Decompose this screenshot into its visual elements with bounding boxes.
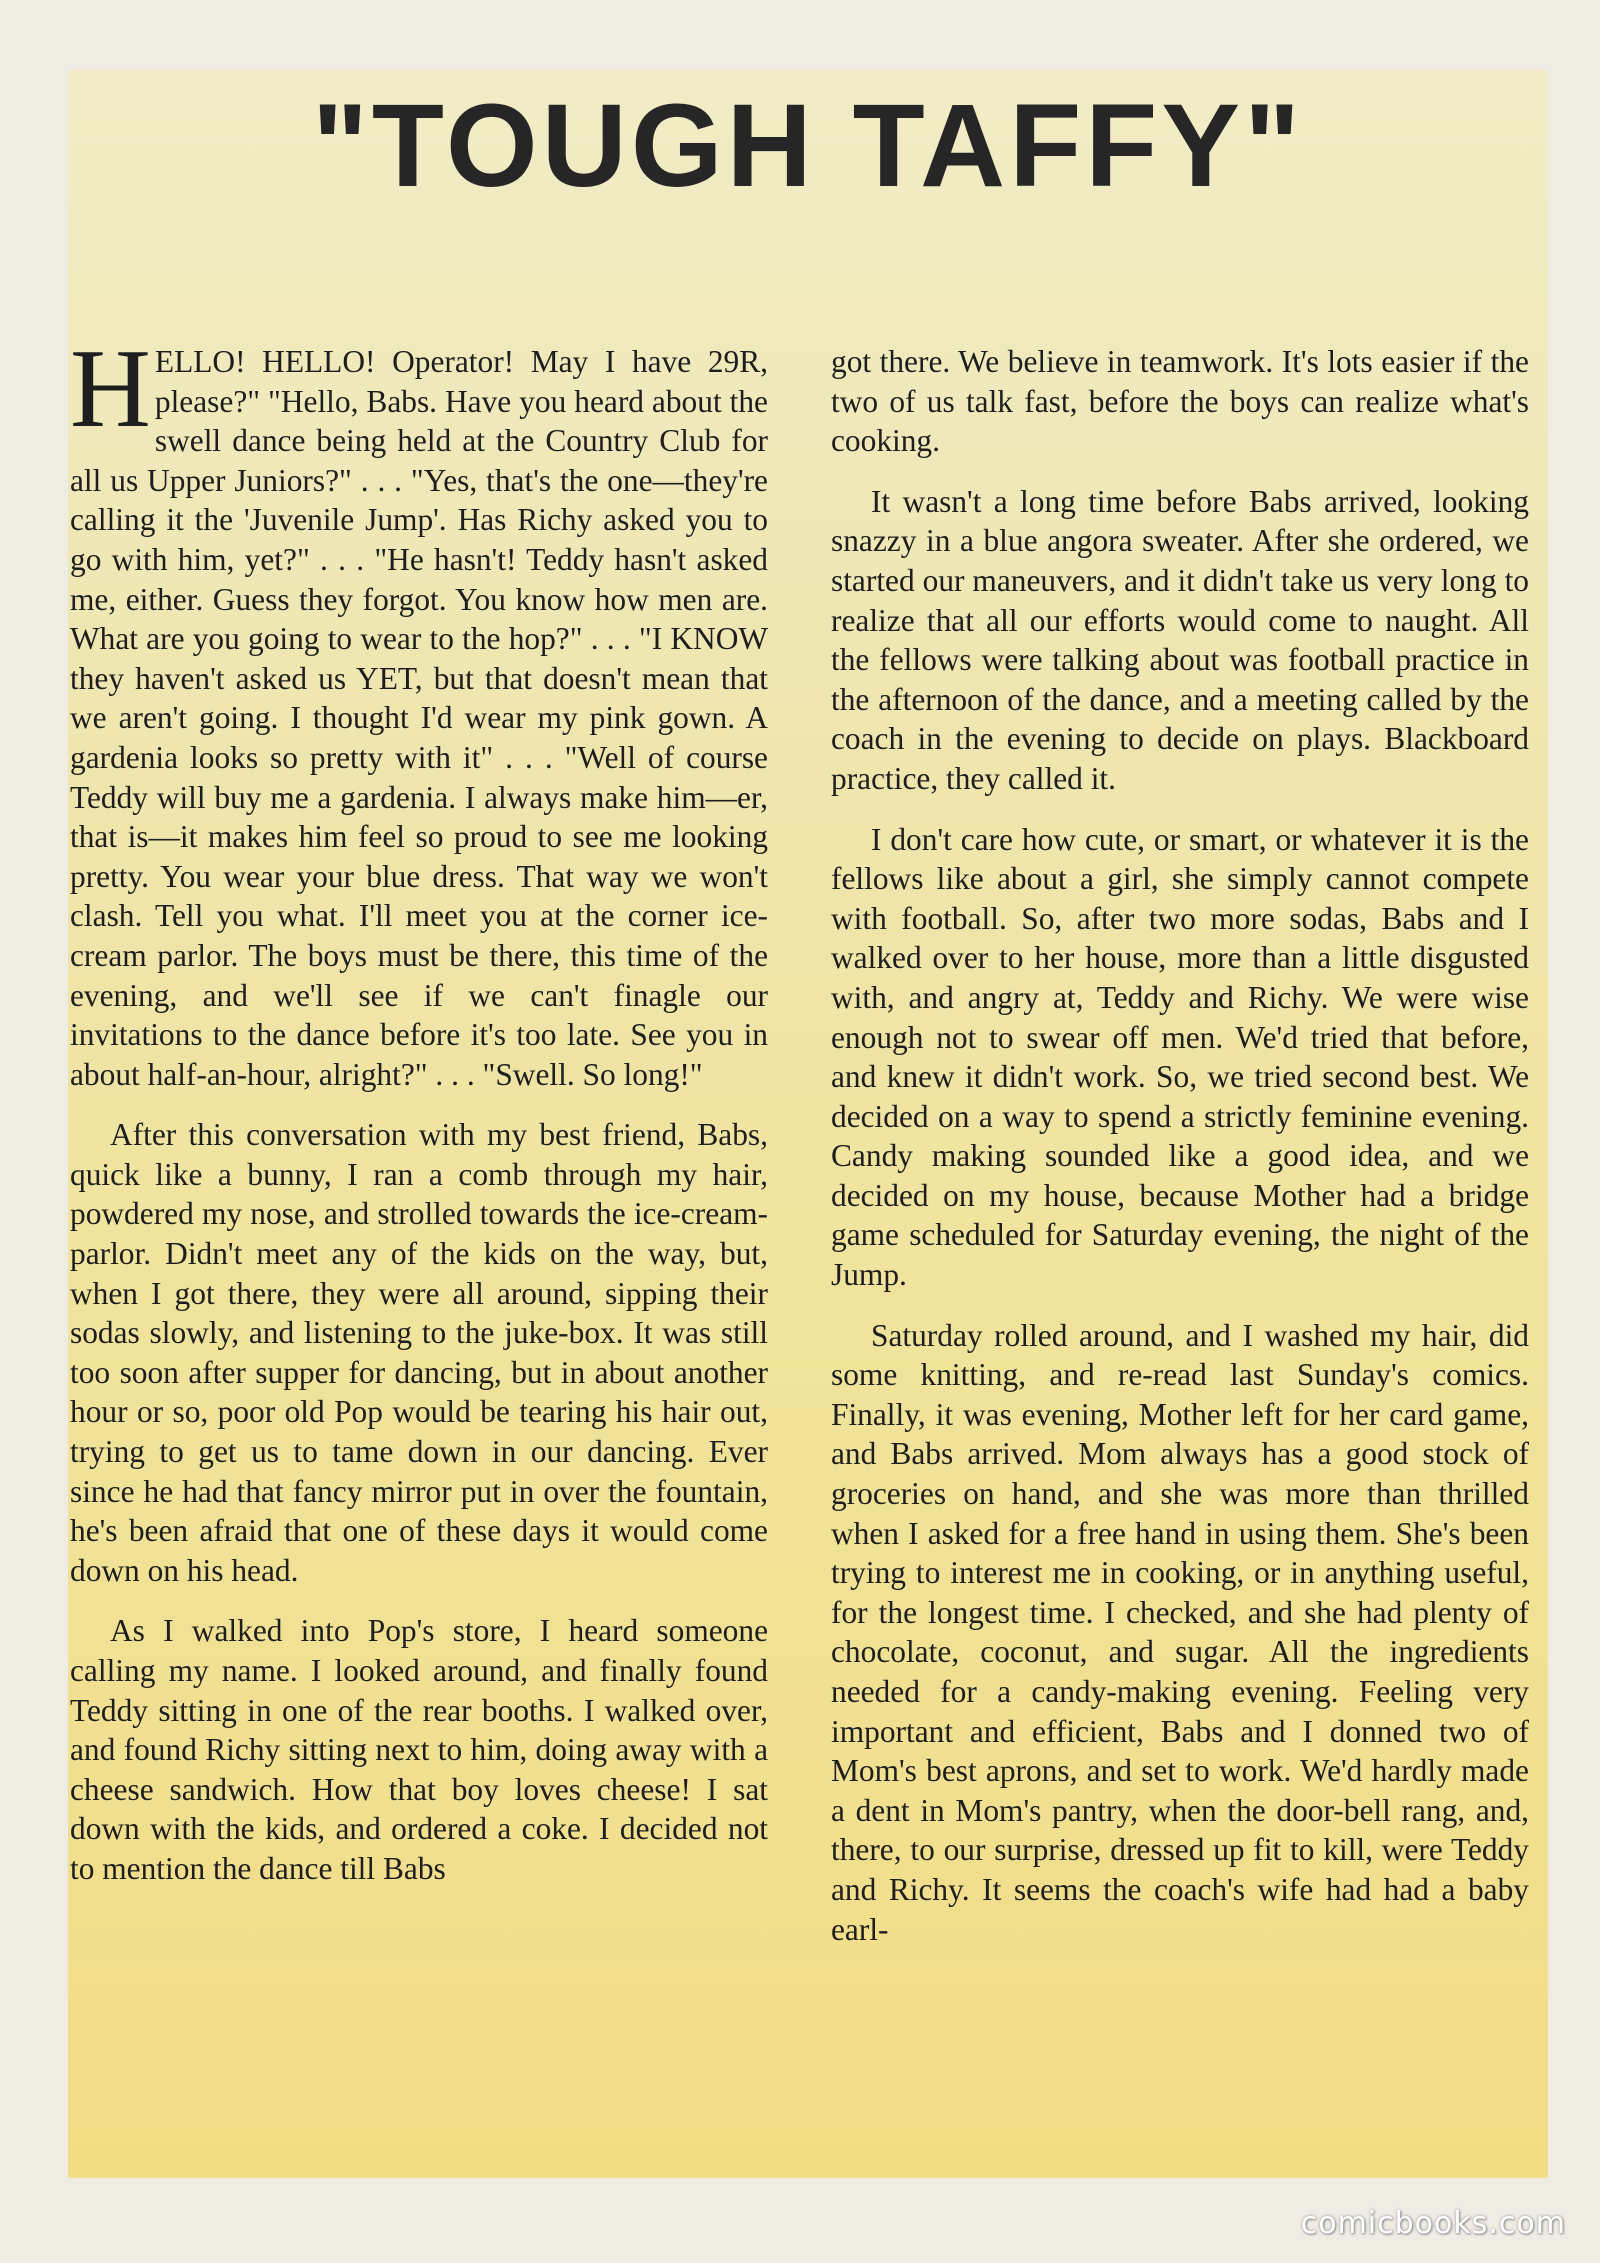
- right-column: [831, 342, 1529, 1970]
- paragraph-1-text: ELLO! HELLO! Operator! May I have 29R, please?" "Hello, Babs. Have you heard about the swell dance being held at the Country Club for all us Upper Juniors?" . . . "Yes, that's the one—they're calling it the 'Juvenile Jump'. Has Richy asked you to go with him, yet?" . . . "He hasn't! Teddy hasn't asked me, either. Guess they forgot. You know how men are. What are you going to wear to the hop?" . . . "I KNOW they haven't asked us YET, but that doesn't mean that we aren't going. I thought I'd wear my pink gown. A gardenia looks so pretty with it" . . . "Well of course Teddy will buy me a gardenia. I always make him—er, that is—it makes him feel so proud to see me looking pretty. You wear your blue dress. That way we won't clash. Tell you what. I'll meet you at the corner ice-cream parlor. The boys must be there, this time of the evening, and we'll see if we can't finagle our invitations to the dance before it's too late. See you in about half-an-hour, alright?" . . . "Swell. So long!": [70, 344, 768, 1092]
- watermark: comicbooks.com: [1300, 2206, 1566, 2241]
- paragraph-2: After this conversation with my best friend, Babs, quick like a bunny, I ran a comb through my hair, powdered my nose, and strolled towards the ice-cream-parlor. Didn't meet any of the kids on the way, but, when I got there, they were all around, sipping their sodas slowly, and listening to the juke-box. It was still too soon after supper for dancing, but in about another hour or so, poor old Pop would be tearing his hair out, trying to get us to tame down in our dancing. Ever since he had that fancy mirror put in over the fountain, he's been afraid that one of these days it would come down on his head.: [70, 1117, 768, 1588]
- paragraph-3: As I walked into Pop's store, I heard someone calling my name. I looked around, and finally found Teddy sitting in one of the rear booths. I walked over, and found Richy sitting next to him, doing away with a cheese sandwich. How that boy loves cheese! I sat down with the kids, and ordered a coke. I decided not to mention the dance till Babs: [70, 1613, 768, 1886]
- paragraph-3-continued: got there. We believe in teamwork. It's lots easier if the two of us talk fast, before the boys can realize what's cooking.: [831, 344, 1529, 459]
- paragraph-1: [70, 327, 768, 1094]
- story-title: "TOUGH TAFFY": [311, 80, 1305, 212]
- paragraph-6: Saturday rolled around, and I washed my hair, did some knitting, and re-read last Sunday's comics. Finally, it was evening, Mother left for her card game, and Babs arrived. Mom always has a good stock of groceries on hand, and she was more than thrilled when I asked for a free hand in using them. She's been trying to interest me in cooking, or in anything useful, for the longest time. I checked, and she had plenty of chocolate, coconut, and sugar. All the ingredients needed for a candy-making evening. Feeling very important and efficient, Babs and I donned two of Mom's best aprons, and set to work. We'd hardly made a dent in Mom's pantry, when the door-bell rang, and, there, to our surprise, dressed up fit to kill, were Teddy and Richy. It seems the coach's wife had had a baby earl-: [831, 1317, 1529, 1947]
- paragraph-4: It wasn't a long time before Babs arrived, looking snazzy in a blue angora sweater. After she ordered, we started our maneuvers, and it didn't take us very long to realize that all our efforts would come to naught. All the fellows were talking about was football practice in the afternoon of the dance, and a meeting called by the coach in the evening to decide on plays. Blackboard practice, they called it.: [831, 483, 1529, 796]
- left-column: [70, 327, 768, 1910]
- paragraph-5: I don't care how cute, or smart, or whatever it is the fellows like about a girl, she simply cannot compete with football. So, after two more sodas, Babs and I walked over to her house, more than a little disgusted with, and angry at, Teddy and Richy. We were wise enough not to swear off men. We'd tried that before, and knew it didn't work. So, we tried second best. We decided on a way to spend a strictly feminine evening. Candy making sounded like a good idea, and we decided on my house, because Mother had a bridge game scheduled for Saturday evening, the night of the Jump.: [831, 821, 1529, 1293]
- story-page: [68, 70, 1548, 2178]
- drop-cap: H: [70, 327, 151, 451]
